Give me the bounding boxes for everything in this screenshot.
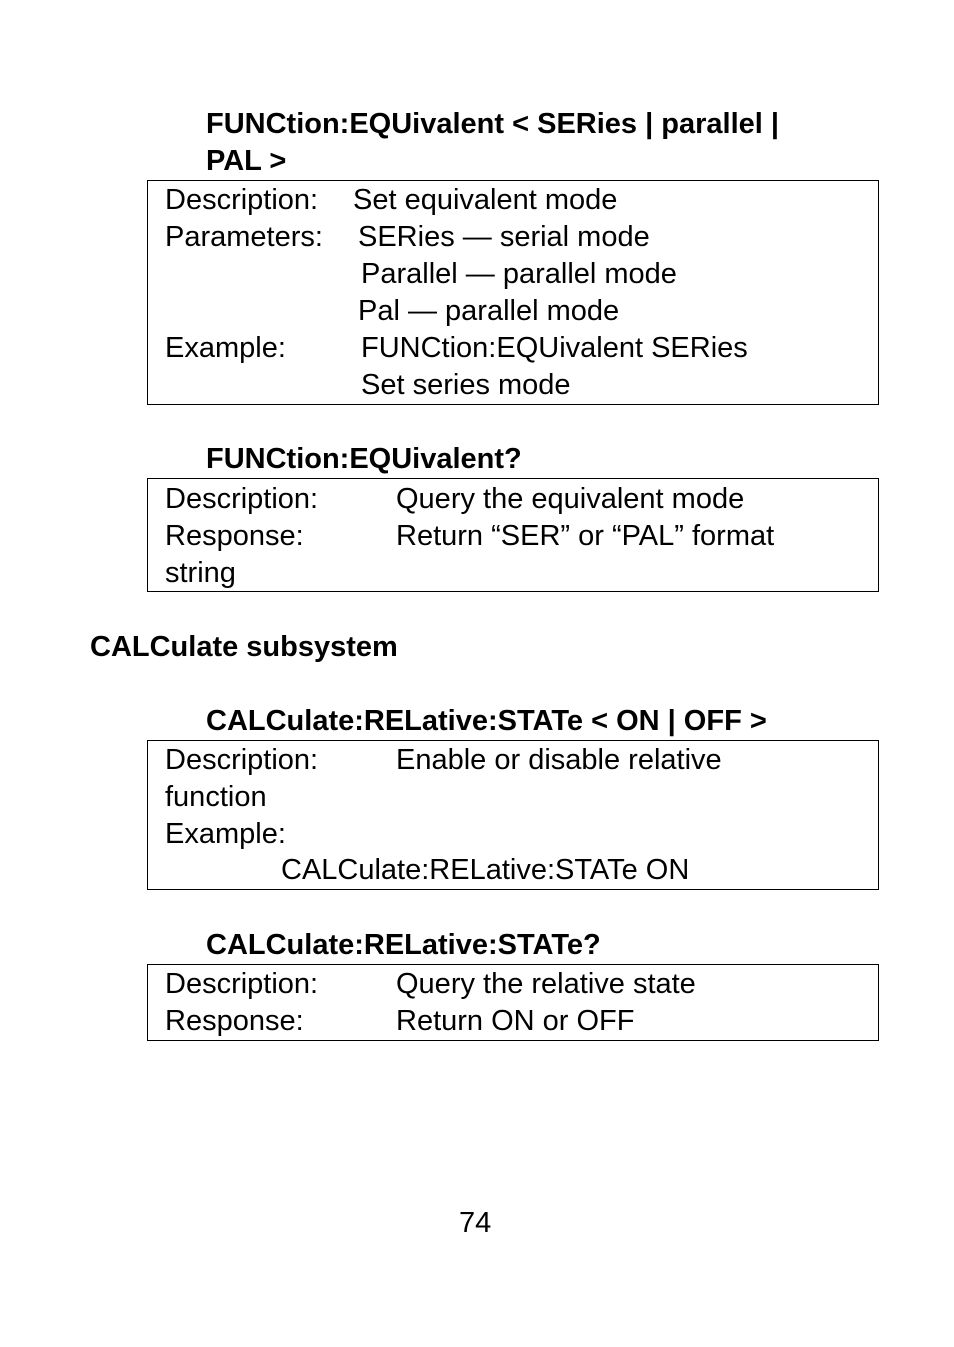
response-label: Response: xyxy=(165,1005,304,1037)
page-number: 74 xyxy=(459,1207,492,1239)
parameter-item: Pal — parallel mode xyxy=(358,295,620,327)
response-text: Return “SER” or “PAL” format xyxy=(396,520,775,552)
description-text-continued: function xyxy=(165,781,267,813)
command-heading: FUNCtion:EQUivalent? xyxy=(206,443,522,475)
example-note: Set series mode xyxy=(361,369,571,401)
response-text-continued: string xyxy=(165,557,236,589)
example-label: Example: xyxy=(165,332,286,364)
parameters-label: Parameters: xyxy=(165,221,323,253)
description-text: Query the equivalent mode xyxy=(396,483,745,515)
parameter-item: SERies — serial mode xyxy=(358,221,650,253)
example-command: FUNCtion:EQUivalent SERies xyxy=(361,332,748,364)
response-label: Response: xyxy=(165,520,304,552)
command-heading: FUNCtion:EQUivalent < SERies | parallel | xyxy=(206,108,780,140)
description-label: Description: xyxy=(165,968,319,1000)
parameter-item: Parallel — parallel mode xyxy=(361,258,677,290)
description-label: Description: xyxy=(165,483,319,515)
description-text: Enable or disable relative xyxy=(396,744,722,776)
section-title: CALCulate subsystem xyxy=(90,631,398,663)
example-command: CALCulate:RELative:STATe ON xyxy=(281,854,690,886)
response-text: Return ON or OFF xyxy=(396,1005,635,1037)
command-heading: CALCulate:RELative:STATe? xyxy=(206,929,601,961)
command-heading: CALCulate:RELative:STATe < ON | OFF > xyxy=(206,705,767,737)
description-label: Description: xyxy=(165,184,319,216)
description-text: Query the relative state xyxy=(396,968,696,1000)
description-label: Description: xyxy=(165,744,319,776)
description-text: Set equivalent mode xyxy=(353,184,618,216)
command-heading-continued: PAL > xyxy=(206,145,287,177)
example-label: Example: xyxy=(165,818,286,850)
